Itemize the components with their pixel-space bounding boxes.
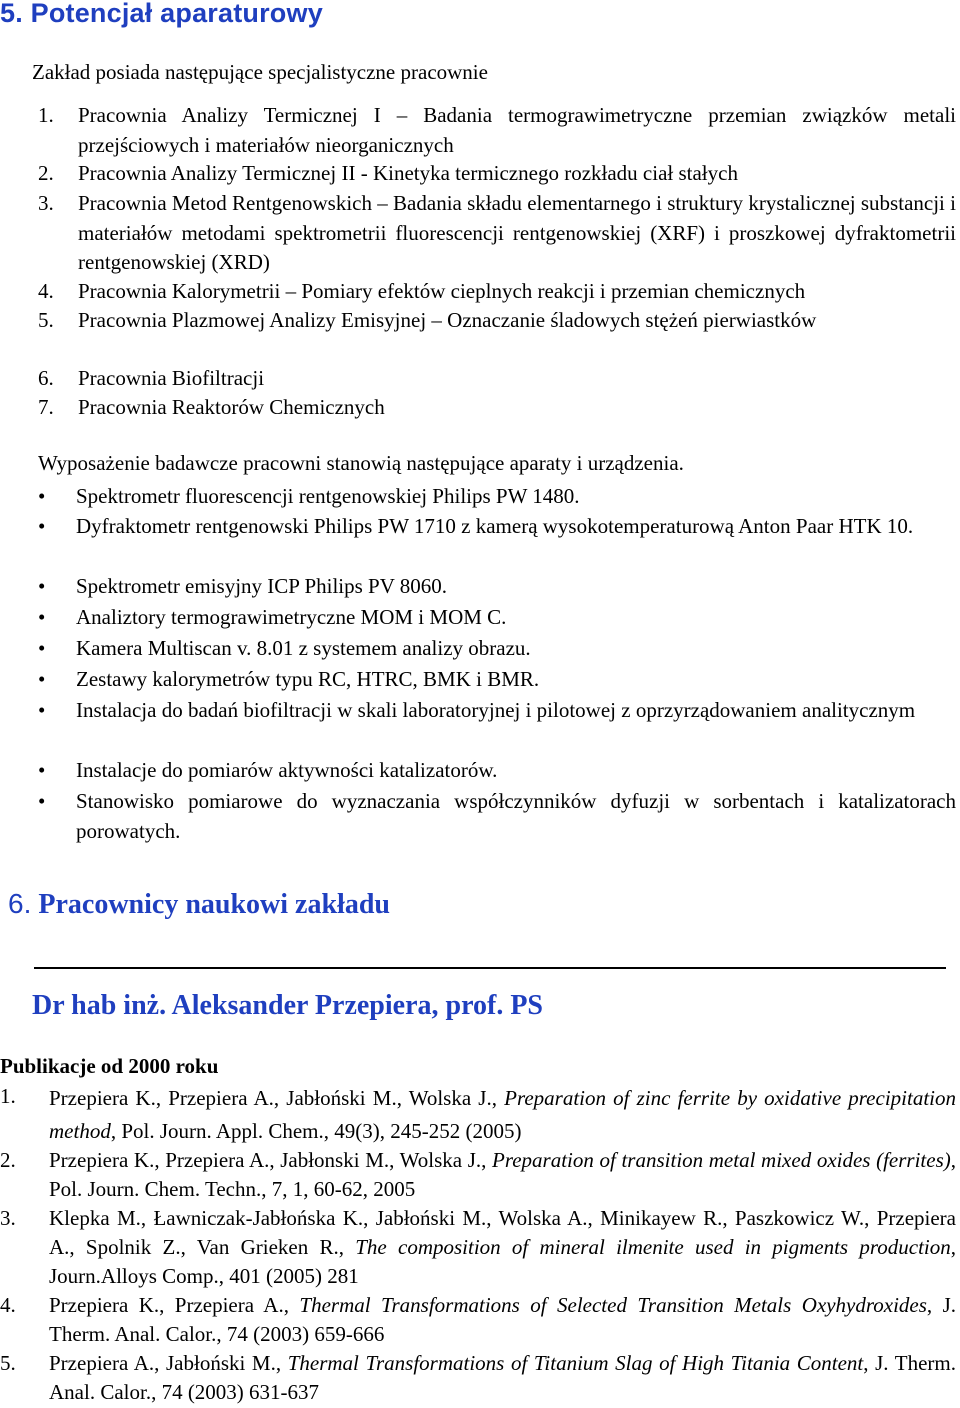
lab-text: Pracownia Reaktorów Chemicznych	[78, 395, 385, 419]
equipment-text: Instalacje do pomiarów aktywności katalizatorów.	[76, 758, 498, 782]
lab-list-item	[38, 393, 956, 423]
lab-list-item	[38, 189, 956, 278]
publication-source: , Journ.Alloys Comp., 401 (2005) 281	[49, 1235, 956, 1288]
equipment-item	[38, 756, 956, 786]
bullet-icon: •	[38, 636, 46, 660]
publication-number: 2.	[0, 1148, 16, 1172]
bullet-icon: •	[38, 789, 46, 813]
bullet-icon: •	[38, 698, 46, 722]
section-5-heading: 5. Potencjał aparaturowy	[0, 0, 323, 28]
equipment-item	[38, 696, 956, 726]
equipment-item	[38, 603, 956, 633]
lab-text: Pracownia Kalorymetrii – Pomiary efektów cieplnych reakcji i przemian chemicznych	[78, 279, 806, 303]
equipment-item	[38, 512, 956, 542]
publication-number: 1.	[0, 1084, 16, 1108]
divider-line	[34, 967, 946, 969]
publication-authors: Przepiera K., Przepiera A., Jabłonski M., Wolska J.,	[49, 1148, 492, 1172]
equipment-text: Kamera Multiscan v. 8.01 z systemem analizy obrazu.	[76, 636, 531, 660]
publication-number: 4.	[0, 1293, 16, 1317]
lab-number: 7.	[38, 395, 54, 419]
equipment-text: Instalacja do badań biofiltracji w skali laboratoryjnej i pilotowej z oprzyrządowaniem analitycznym	[76, 698, 916, 722]
bullet-icon: •	[38, 514, 46, 538]
publication-text	[49, 1204, 956, 1291]
publication-text	[49, 1291, 956, 1349]
equipment-text: Spektrometr fluorescencji rentgenowskiej Philips PW 1480.	[76, 484, 580, 508]
publication-title: Preparation of transition metal mixed oxides (ferrites)	[492, 1148, 951, 1172]
lab-text: Pracownia Biofiltracji	[78, 366, 265, 390]
publication-authors: Klepka M., Ławniczak-Jabłońska K., Jabłoński M., Wolska A., Minikayew R., Paszkowicz W., Przepiera A., Spolnik Z., Van Grieken R.,	[49, 1206, 956, 1259]
lab-text: Pracownia Analizy Termicznej I – Badania termograwimetryczne przemian związków metali przejściowych i materiałów nieorganicznych	[78, 103, 956, 157]
publication-item	[0, 1204, 956, 1291]
section-6-title: Pracownicy naukowi zakładu	[38, 889, 390, 920]
bullet-icon: •	[38, 484, 46, 508]
bullet-icon: •	[38, 758, 46, 782]
equipment-item	[38, 572, 956, 602]
lab-text: Pracownia Metod Rentgenowskich – Badania składu elementarnego i struktury krystalicznej substancji i materiałów metodami spektrometrii fluorescencji rentgenowskiej (XRF) i proszkowej dyfraktometrii rentgenowskiej (XRD)	[78, 191, 956, 274]
equipment-item	[38, 634, 956, 664]
lab-number: 3.	[38, 191, 54, 215]
publication-item	[0, 1349, 956, 1407]
lab-text: Pracownia Analizy Termicznej II - Kinetyka termicznego rozkładu ciał stałych	[78, 161, 738, 185]
publications-heading: Publikacje od 2000 roku	[0, 1054, 219, 1078]
lab-list-item	[38, 364, 956, 394]
publication-title: Thermal Transformations of Selected Transition Metals Oxyhydroxides	[299, 1293, 927, 1317]
person-name: Dr hab inż. Aleksander Przepiera, prof. PS	[32, 990, 543, 1021]
lab-number: 1.	[38, 103, 54, 127]
lab-list-item	[38, 306, 956, 336]
lab-list-item	[38, 159, 956, 189]
equipment-text: Analiztory termograwimetryczne MOM i MOM C.	[76, 605, 507, 629]
equipment-item	[38, 787, 956, 846]
section-6-heading	[8, 888, 390, 921]
publication-source: , J. Therm. Anal. Calor., 74 (2003) 631-637	[49, 1351, 957, 1404]
lab-list-item	[38, 101, 956, 160]
lab-number: 2.	[38, 161, 54, 185]
publication-source: , J. Therm. Anal. Calor., 74 (2003) 659-666	[49, 1293, 956, 1346]
equipment-text: Dyfraktometr rentgenowski Philips PW 1710 z kamerą wysokotemperaturową Anton Paar HTK 10.	[76, 514, 914, 538]
equipment-item	[38, 482, 956, 512]
section-6-number: 6.	[8, 888, 32, 919]
publication-item	[0, 1082, 956, 1148]
lab-number: 5.	[38, 308, 54, 332]
bullet-icon: •	[38, 605, 46, 629]
equipment-text: Zestawy kalorymetrów typu RC, HTRC, BMK i BMR.	[76, 667, 540, 691]
publication-text	[49, 1349, 956, 1407]
equipment-intro: Wyposażenie badawcze pracowni stanowią następujące aparaty i urządzenia.	[38, 451, 684, 475]
publication-item	[0, 1146, 956, 1204]
lab-list-item	[38, 277, 956, 307]
publication-title: Preparation of zinc ferrite by oxidative precipitation method	[49, 1086, 956, 1143]
publication-text	[49, 1146, 956, 1204]
bullet-icon: •	[38, 667, 46, 691]
lab-text: Pracownia Plazmowej Analizy Emisyjnej – Oznaczanie śladowych stężeń pierwiastków	[78, 308, 817, 332]
equipment-item	[38, 665, 956, 695]
equipment-text: Stanowisko pomiarowe do wyznaczania współczynników dyfuzji w sorbentach i katalizatorach porowatych.	[76, 789, 956, 843]
publication-text	[49, 1082, 956, 1148]
publication-authors: Przepiera K., Przepiera A.,	[49, 1293, 300, 1317]
section-5-intro: Zakład posiada następujące specjalistyczne pracownie	[32, 60, 488, 84]
lab-number: 6.	[38, 366, 54, 390]
equipment-text: Spektrometr emisyjny ICP Philips PV 8060.	[76, 574, 448, 598]
publication-source: , Pol. Journ. Appl. Chem., 49(3), 245-252 (2005)	[110, 1119, 522, 1143]
publication-number: 5.	[0, 1351, 16, 1375]
publication-title: The composition of mineral ilmenite used in pigments production	[355, 1235, 951, 1259]
publication-authors: Przepiera A., Jabłoński M.,	[49, 1351, 288, 1375]
publication-number: 3.	[0, 1206, 16, 1230]
bullet-icon: •	[38, 574, 46, 598]
publication-authors: Przepiera K., Przepiera A., Jabłoński M., Wolska J.,	[49, 1086, 505, 1110]
publication-item	[0, 1291, 956, 1349]
publication-source: , Pol. Journ. Chem. Techn., 7, 1, 60-62, 2005	[49, 1148, 956, 1201]
publication-title: Thermal Transformations of Titanium Slag of High Titania Content	[287, 1351, 864, 1375]
lab-number: 4.	[38, 279, 54, 303]
